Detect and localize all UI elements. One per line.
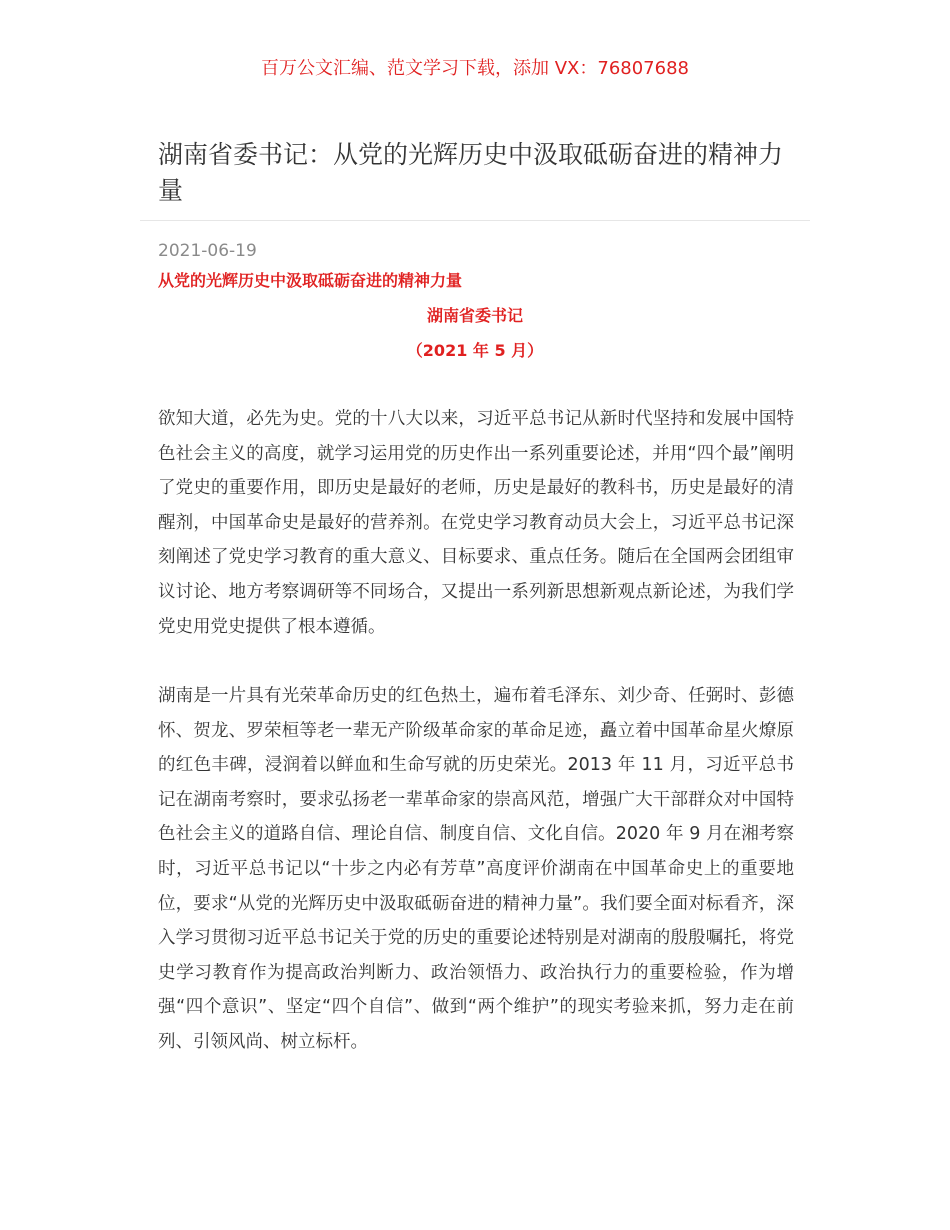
body-paragraph-1: 欲知大道，必先为史。党的十八大以来，习近平总书记从新时代坚持和发展中国特色社会主义的高度，就学习运用党的历史作出一系列重要论述，并用“四个最”阐明了党史的重要作用，即历史是最好的老师，历史是最好的教科书，历史是最好的清醒剂，中国革命史是最好的营养剂。在党史学习教育动员大会上，习近平总书记深刻阐述了党史学习教育的重大意义、目标要求、重点任务。随后在全国两会团组审议讨论、地方考察调研等不同场合，又提出一系列新思想新观点新论述，为我们学党史用党史提供了根本遵循。 bbox=[158, 409, 794, 637]
publish-date: 2021-06-19 bbox=[158, 241, 257, 261]
body-paragraph-2: 湖南是一片具有光荣革命历史的红色热土，遍布着毛泽东、刘少奇、任弼时、彭德怀、贺龙、罗荣桓等老一辈无产阶级革命家的革命足迹，矗立着中国革命星火燎原的红色丰碑，浸润着以鲜血和生命写就的历史荣光。2013 年 11 月，习近平总书记在湖南考察时，要求弘扬老一辈革命家的崇高风范，增强广大干部群众对中国特色社会主义的道路自信、理论自信、制度自信、文化自信。2020 年 9 月在湘考察时，习近平总书记以“十步之内必有芳草”高度评价湖南在中国革命史上的重要地位，要求“从党的光辉历史中汲取砥砺奋进的精神力量”。我们要全面对标看齐，深入学习贯彻习近平总书记关于党的历史的重要论述特别是对湖南的殷殷嘱托，将党史学习教育作为提高政治判断力、政治领悟力、政治执行力的重要检验，作为增强“四个意识”、坚定“四个自信”、做到“两个维护”的现实考验来抓，努力走在前列、引领风尚、树立标杆。 bbox=[158, 686, 794, 1052]
promo-banner: 百万公文汇编、范文学习下载，添加 VX：76807688 bbox=[261, 58, 689, 79]
article-author: 湖南省委书记 bbox=[426, 306, 523, 325]
article-title: 湖南省委书记：从党的光辉历史中汲取砥砺奋进的精神力量 bbox=[158, 140, 784, 205]
article-subtitle: 从党的光辉历史中汲取砥砺奋进的精神力量 bbox=[158, 271, 463, 290]
title-divider bbox=[140, 220, 810, 221]
article-author-date: （2021 年 5 月） bbox=[406, 341, 544, 360]
